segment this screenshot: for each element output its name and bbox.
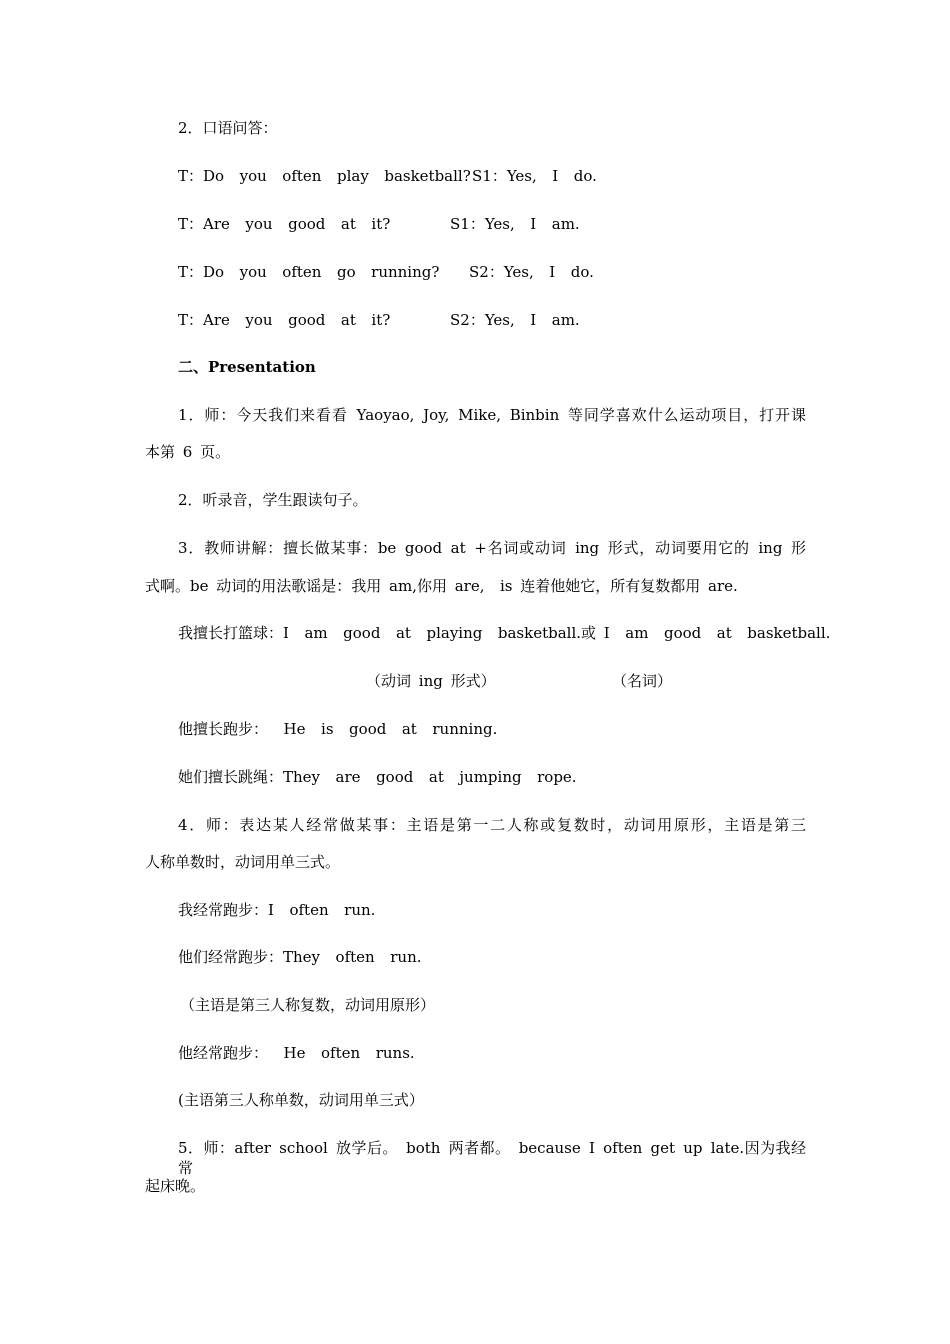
paragraph-1-line-2: 本第 6 页。 (145, 443, 231, 461)
dialogue-student-2: S1：Yes, I am. (450, 215, 580, 233)
dialogue-teacher-1: T：Do you often play basketball? (178, 167, 471, 185)
note-verb-ing: （动词 ing 形式） (366, 672, 496, 690)
paragraph-5-line-1: 5．师：after school 放学后。 both 两者都。 because I often get up late.因为我经常 (178, 1139, 806, 1177)
paragraph-4-line-2: 人称单数时，动词用单三式。 (145, 853, 341, 871)
note-plural-base-form: （主语是第三人称复数，动词用原形） (180, 996, 436, 1014)
paragraph-3-line-2: 式啊。be 动词的用法歌谣是：我用 am,你用 are, is 连着他她它，所有复数都用 are. (145, 577, 738, 595)
dialogue-student-3: S2：Yes, I do. (469, 263, 594, 281)
paragraph-2: 2．听录音，学生跟读句子。 (178, 491, 368, 509)
note-singular-third-person: (主语第三人称单数，动词用单三式） (178, 1091, 424, 1109)
dialogue-student-1: S1：Yes, I do. (472, 167, 597, 185)
example-i-often-run: 我经常跑步：I often run. (178, 901, 376, 919)
dialogue-student-4: S2：Yes, I am. (450, 311, 580, 329)
example-basketball: 我擅长打篮球：I am good at playing basketball.或 I am good at basketball. (178, 624, 831, 642)
dialogue-teacher-3: T：Do you often go running? (178, 263, 440, 281)
example-they-often-run: 他们经常跑步：They often run. (178, 948, 422, 966)
paragraph-4-line-1: 4．师：表达某人经常做某事：主语是第一二人称或复数时，动词用原形，主语是第三 (178, 816, 806, 834)
oral-qa-heading: 2．口语问答： (178, 119, 278, 137)
paragraph-5-line-2: 起床晚。 (145, 1177, 206, 1195)
presentation-heading: 二、Presentation (178, 358, 316, 376)
example-running: 他擅长跑步： He is good at running. (178, 720, 498, 738)
example-jumping-rope: 她们擅长跳绳：They are good at jumping rope. (178, 768, 577, 786)
note-noun: （名词） (612, 672, 673, 690)
paragraph-3-line-1: 3．教师讲解：擅长做某事：be good at +名词或动词 ing 形式，动词要用它的 ing 形 (178, 539, 806, 557)
dialogue-teacher-2: T：Are you good at it? (178, 215, 391, 233)
example-he-often-runs: 他经常跑步： He often runs. (178, 1044, 415, 1062)
paragraph-1-line-1: 1．师：今天我们来看看 Yaoyao, Joy, Mike, Binbin 等同学喜欢什么运动项目，打开课 (178, 406, 806, 424)
dialogue-teacher-4: T：Are you good at it? (178, 311, 391, 329)
